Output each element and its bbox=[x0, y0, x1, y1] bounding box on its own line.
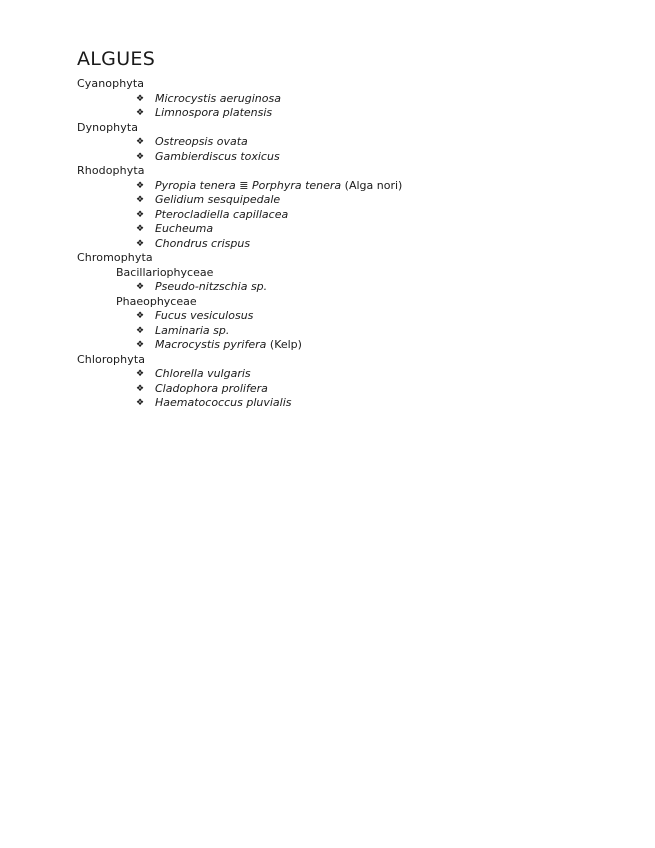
species-common-name: (Kelp) bbox=[266, 338, 302, 351]
species-item bbox=[77, 179, 617, 194]
diamond-bullet-icon: ❖ bbox=[136, 282, 145, 292]
species-item bbox=[77, 222, 617, 237]
species-name: Macrocystis pyrifera bbox=[155, 338, 267, 351]
species-name: Pterocladiella capillacea bbox=[155, 207, 289, 221]
species-name: Microcystis aeruginosa bbox=[155, 91, 281, 105]
species-common-name: (Alga nori) bbox=[341, 178, 403, 192]
species-name: Ostreopsis ovata bbox=[155, 135, 248, 148]
species-name: Limnospora platensis bbox=[155, 106, 273, 119]
subclass-heading: Bacillariophyceae bbox=[116, 265, 214, 279]
phylum-section bbox=[77, 164, 617, 251]
species-name: Chondrus crispus bbox=[155, 236, 251, 250]
phylum-heading: Chromophyta bbox=[77, 251, 153, 264]
species-item bbox=[77, 193, 617, 208]
species-list bbox=[77, 92, 617, 121]
phylum-section bbox=[77, 353, 617, 411]
species-item bbox=[77, 280, 617, 295]
diamond-bullet-icon: ❖ bbox=[136, 137, 145, 147]
diamond-bullet-icon: ❖ bbox=[136, 224, 145, 234]
species-item bbox=[77, 135, 617, 150]
species-name: Haematococcus pluvialis bbox=[155, 396, 292, 409]
species-name: Gelidium sesquipedale bbox=[155, 193, 281, 206]
species-list bbox=[77, 135, 617, 164]
subclass-heading: Phaeophyceae bbox=[116, 294, 197, 308]
diamond-bullet-icon: ❖ bbox=[136, 325, 145, 336]
species-item bbox=[77, 382, 617, 397]
diamond-bullet-icon: ❖ bbox=[136, 209, 145, 220]
species-name: Eucheuma bbox=[155, 222, 214, 235]
diamond-bullet-icon: ❖ bbox=[136, 180, 145, 191]
document-content bbox=[77, 48, 617, 411]
species-name: Pseudo-nitzschia sp. bbox=[155, 280, 268, 293]
diamond-bullet-icon: ❖ bbox=[136, 108, 145, 118]
species-item bbox=[77, 396, 617, 411]
diamond-bullet-icon: ❖ bbox=[136, 340, 145, 350]
phylum-heading: Dynophyta bbox=[77, 120, 139, 134]
species-item bbox=[77, 237, 617, 252]
species-list bbox=[77, 367, 617, 411]
species-synonym: Porphyra tenera bbox=[251, 178, 342, 192]
diamond-bullet-icon: ❖ bbox=[136, 151, 145, 162]
equivalence-symbol: ≣ bbox=[235, 178, 252, 192]
phylum-section bbox=[77, 77, 617, 121]
species-item bbox=[77, 208, 617, 223]
species-name: Gambierdiscus toxicus bbox=[155, 149, 280, 163]
phylum-heading: Chlorophyta bbox=[77, 352, 146, 366]
phylum-section bbox=[77, 121, 617, 165]
species-name: Fucus vesiculosus bbox=[155, 309, 254, 322]
species-item bbox=[77, 150, 617, 165]
species-list bbox=[77, 280, 617, 295]
diamond-bullet-icon: ❖ bbox=[136, 93, 145, 104]
species-list bbox=[77, 179, 617, 252]
species-item bbox=[77, 324, 617, 339]
species-item bbox=[77, 309, 617, 324]
species-name: Cladophora prolifera bbox=[155, 381, 268, 395]
diamond-bullet-icon: ❖ bbox=[136, 238, 145, 249]
species-name: Laminaria sp. bbox=[155, 323, 230, 337]
diamond-bullet-icon: ❖ bbox=[136, 398, 145, 408]
document-title: ALGUES bbox=[77, 48, 156, 70]
diamond-bullet-icon: ❖ bbox=[136, 369, 145, 379]
species-name: Pyropia tenera bbox=[155, 178, 236, 192]
species-item bbox=[77, 106, 617, 121]
species-name: Chlorella vulgaris bbox=[155, 367, 251, 380]
phylum-heading: Rhodophyta bbox=[77, 164, 145, 177]
phylum-heading: Cyanophyta bbox=[77, 77, 145, 90]
diamond-bullet-icon: ❖ bbox=[136, 311, 145, 321]
species-item bbox=[77, 92, 617, 107]
species-item bbox=[77, 338, 617, 353]
diamond-bullet-icon: ❖ bbox=[136, 195, 145, 205]
phylum-section bbox=[77, 251, 617, 353]
species-list bbox=[77, 309, 617, 353]
species-item bbox=[77, 367, 617, 382]
diamond-bullet-icon: ❖ bbox=[136, 383, 145, 394]
